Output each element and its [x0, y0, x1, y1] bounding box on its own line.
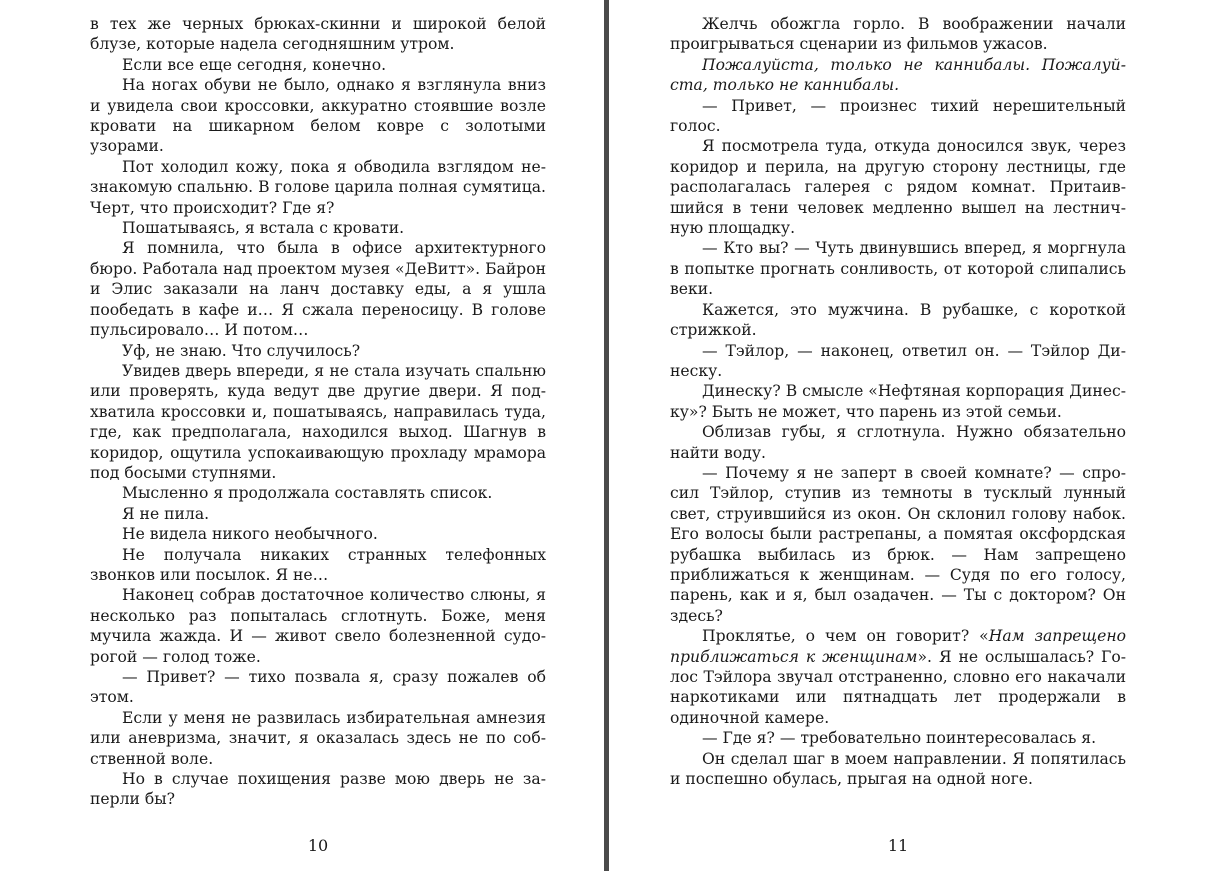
paragraph: — Привет, — произнес тихий нерешительный голос. [670, 96, 1126, 136]
paragraph: — Почему я не заперт в своей комнате? — спросил Тэйлор, ступив из темноты в тусклый лунный свет, струившийся из окон. Он склонил голову набок. Его волосы были растрепаны, а помятая оксфордская рубашка выбилась из брюк. — Нам запрещено приближаться к женщинам. — Судя по его голосу, парень, как и я, был озадачен. — Ты с доктором? Он здесь? [670, 463, 1126, 625]
page-number-right: 11 [887, 836, 909, 855]
paragraph: Он сделал шаг в моем направлении. Я попятилась и поспешно обулась, прыгая на одной ноге. [670, 749, 1126, 789]
paragraph: — Где я? — требовательно поинтересовалась я. [702, 729, 1097, 748]
paragraph: На ногах обуви не было, однако я взглянула вниз и увидела свои кроссовки, аккуратно стоявшие возле кровати на шикарном белом ковре с золотыми узорами. [90, 76, 546, 156]
paragraph: Увидев дверь впереди, я не стала изучать спальню или проверять, куда ведут две другие двери. Я подхватила кроссовки и, пошатываясь, направилась туда, где, как предполагала, находился выход. Шагнув в коридор, ощутила успокаивающую прохладу мрамора под босыми ступнями. [90, 361, 546, 482]
paragraph: Если все еще сегодня, конечно. [122, 55, 387, 74]
paragraph: — Привет? — тихо позвала я, сразу пожалев об этом. [90, 668, 546, 707]
paragraph: Желчь обожгла горло. В воображении начали проигрываться сценарии из фильмов ужасов. [670, 15, 1126, 54]
italic-quote: Нам запрещено приближаться к женщинам [670, 627, 1126, 666]
paragraph: Не получала никаких странных телефонных звонков или посылок. Я не… [90, 545, 546, 584]
paragraph: Не видела никого необычного. [122, 525, 378, 544]
paragraph: Я не пила. [122, 504, 210, 523]
paragraph-text: Проклятье, о чем он говорит? « [702, 627, 989, 646]
paragraph: — Кто вы? — Чуть двинувшись вперед, я моргнула в попытке прогнать сонливость, от которой слипались веки. [670, 239, 1126, 299]
paragraph: Но в случае похищения разве мою дверь не заперли бы? [90, 770, 546, 809]
book-gutter [604, 0, 609, 871]
paragraph: Наконец собрав достаточное количество слюны, я несколько раз попыталась сглотнуть. Боже, меня мучила жажда. И — живот свело болезненной судорогой — голод тоже. [90, 586, 546, 666]
paragraph-with-italic [670, 626, 1126, 728]
paragraph: Пот холодил кожу, пока я обводила взглядом незнакомую спальню. В голове царила полная сумятица. Черт, что происходит? Где я? [90, 157, 546, 217]
italic-paragraph: Пожалуйста, только не каннибалы. Пожалуйста, только не каннибалы. [670, 55, 1126, 95]
paragraph: Если у меня не развилась избирательная амнезия или аневризма, значит, я оказалась здесь не по собственной воле. [90, 708, 546, 768]
paragraph: Я посмотрела туда, откуда доносился звук, через коридор и перила, на другую сторону лестницы, где располагалась галерея с рядом комнат. Притаившийся в тени человек медленно вышел на лестничную площадку. [670, 137, 1126, 238]
paragraph: — Тэйлор, — наконец, ответил он. — Тэйлор Динеску. [670, 341, 1126, 380]
paragraph: Я помнила, что была в офисе архитектурного бюро. Работала над проектом музея «ДеВитт». Байрон и Элис заказали на ланч доставку еды, а я ушла пообедать в кафе и… Я сжала переносицу. В голове пульсировало… И потом… [90, 239, 546, 340]
paragraph: Пошатываясь, я встала с кровати. [122, 219, 405, 238]
paragraph: Кажется, это мужчина. В рубашке, с короткой стрижкой. [670, 300, 1126, 340]
paragraph-text: ». Я не ослышалась? Голос Тэйлора звучал отстраненно, словно его накачали наркотиками или пятнадцать лет продержали в одиночной камере. [670, 647, 1127, 727]
paragraph: Динеску? В смысле «Нефтяная корпорация Динеску»? Быть не может, что парень из этой семьи. [670, 382, 1126, 421]
paragraph: Уф, не знаю. Что случилось? [122, 341, 361, 360]
left-page-text [90, 14, 546, 810]
page-number-left: 10 [307, 836, 329, 855]
right-page-text [670, 14, 1126, 789]
paragraph: Облизав губы, я сглотнула. Нужно обязательно найти воду. [670, 423, 1126, 462]
paragraph: Мысленно я продолжала составлять список. [122, 484, 493, 503]
paragraph: в тех же черных брюках-скинни и широкой белой блузе, которые надела сегодняшним утром. [90, 15, 546, 54]
